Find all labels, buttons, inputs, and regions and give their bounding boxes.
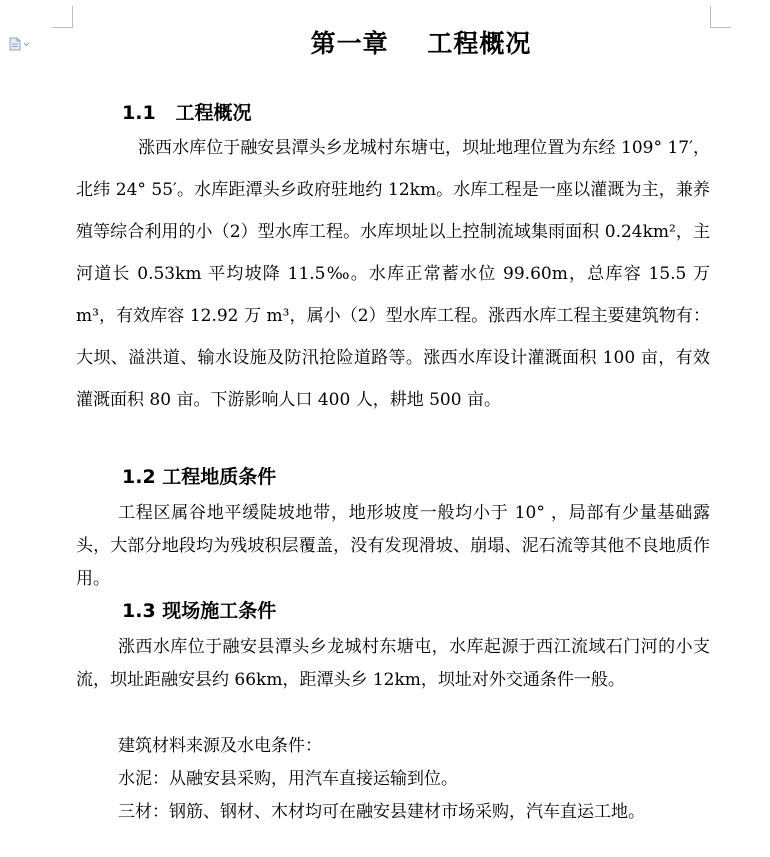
section-1-paragraph: 涨西水库位于融安县潭头乡龙城村东塘屯，坝址地理位置为东经 109° 17′，北纬 24° 55′。水库距潭头乡政府驻地约 12km。水库工程是一座以灌溉为主，兼养殖等综合利用的小（2）型水库工程。水库坝址以上控制流域集雨面积 0.24km²，主河道长 0.53km 平均坡降 11.5‰。水库正常蓄水位 99.60m，总库容 15.5 万 m³，有效库容 12.92 万 m³，属小（2）型水库工程。涨西水库工程主要建筑物有：大坝、溢洪道、输水设施及防汛抢险道路等。涨西水库设计灌溉面积 100 亩，有效灌溉面积 80 亩。下游影响人口 400 人，耕地 500 亩。 [76,138,710,410]
section-2-heading: 1.2 工程地质条件 [122,466,277,488]
section-3-heading: 1.3 现场施工条件 [122,600,277,622]
materials-intro: 建筑材料来源及水电条件： [118,736,322,756]
three-materials-line: 三材：钢筋、钢材、木材均可在融安县建材市场采购，汽车直运工地。 [118,802,645,822]
section-1-heading [122,98,252,128]
section-3-paragraph: 涨西水库位于融安县潭头乡龙城村东塘屯，水库起源于西江流域石门河的小支流，坝址距融安县约 66km，距潭头乡 12km，坝址对外交通条件一般。 [76,637,710,690]
cement-line: 水泥：从融安县采购，用汽车直接运输到位。 [118,769,458,789]
section-1-title: 工程概况 [175,102,252,124]
section-2-paragraph: 工程区属谷地平缓陡坡地带，地形坡度一般均小于 10° ，局部有少量基础露头，大部分地段均为残坡积层覆盖，没有发现滑坡、崩塌、泥石流等其他不良地质作用。 [76,503,710,589]
section-1-number: 1.1 [122,102,156,124]
chapter-number: 第一章 [310,29,389,58]
chapter-title [0,22,770,66]
chapter-name: 工程概况 [427,29,532,58]
